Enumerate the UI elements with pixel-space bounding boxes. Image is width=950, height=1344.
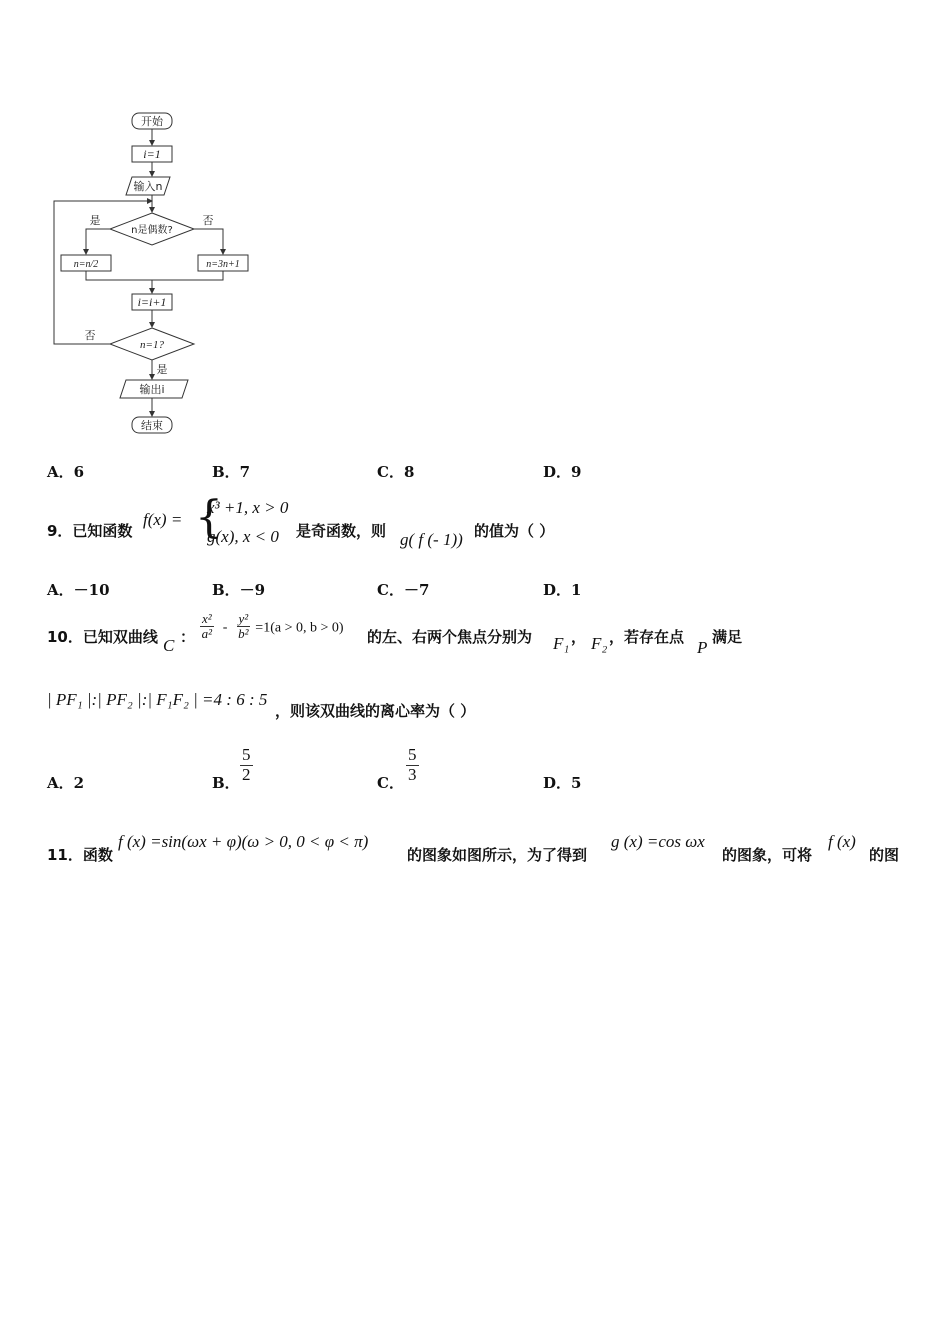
- q8-option-a: A．6: [47, 463, 85, 481]
- flowchart-no-label: 否: [202, 214, 214, 227]
- q11-f: f (x): [828, 832, 856, 851]
- q11-prefix: 11．函数: [47, 846, 113, 864]
- flowchart-odd-text: n=3n+1: [206, 259, 240, 270]
- q9-option-d: D．1: [543, 581, 582, 599]
- q10-option-a: A．2: [47, 774, 85, 792]
- q9-case2: g(x), x < 0: [207, 527, 279, 546]
- flowchart-even-text: n=n/2: [73, 259, 99, 270]
- q9-brace: {: [195, 492, 223, 543]
- q11-mid: 的图象如图所示，为了得到: [407, 846, 588, 864]
- q9-middle: 是奇函数，则: [296, 522, 387, 540]
- q10-point-p: P: [697, 638, 708, 657]
- q10-option-c-fraction: $\frac{5}{3}$: [408, 745, 417, 784]
- q9-suffix: 的值为（ ）: [474, 522, 555, 540]
- flowchart-output-text: 输出i: [139, 383, 165, 396]
- q9-func-head: f(x) =: [143, 510, 183, 529]
- flowchart-yes-label: 是: [89, 214, 101, 227]
- q10-option-b-fraction: $\frac{5}{2}$: [242, 745, 251, 784]
- flowchart-yes2-label: 是: [156, 363, 168, 376]
- q10-f1: F₁: [553, 634, 570, 653]
- q11-g: g (x) =cos ωx: [611, 832, 705, 851]
- q10-option-c-label: C．: [377, 774, 404, 792]
- q10-line2-suffix: ，则该双曲线的离心率为（ ）: [275, 702, 476, 720]
- q10-mid2: ，若存在点: [609, 628, 685, 646]
- flowchart-no2-label: 否: [84, 329, 96, 342]
- flowchart-init-text: i=1: [143, 147, 161, 161]
- q10-colon: ：: [180, 628, 196, 646]
- q10-equation: $\frac{\text{x²}}{\text{a²}}$ - $\frac{\text{y²}}{\text{b²}}$ =1(a > 0, b > 0): [201, 611, 344, 642]
- q9-option-b: B．－9: [212, 581, 266, 599]
- q11-suffix: 的图: [869, 846, 900, 864]
- q9-prefix: 9．已知函数: [47, 522, 133, 540]
- flowchart-cond1-text: n是偶数?: [131, 225, 173, 236]
- flowchart-end-text: 结束: [141, 419, 163, 432]
- q10-prefix: 10．已知双曲线: [47, 628, 158, 646]
- q9-case1: x³ +1, x > 0: [207, 498, 289, 517]
- q10-f2: F₂: [591, 634, 608, 653]
- q9-option-c: C．－7: [377, 581, 430, 599]
- flowchart: [40, 105, 270, 445]
- q10-curve-c: C: [163, 636, 175, 655]
- flowchart-cond2-text: n=1?: [140, 339, 164, 351]
- q8-option-d: D．9: [543, 463, 582, 481]
- q9-expr: g( f (- 1)): [400, 530, 463, 549]
- q10-suffix: 满足: [712, 628, 743, 646]
- flowchart-start-text: 开始: [141, 115, 163, 128]
- q9-option-a: A．－10: [47, 581, 110, 599]
- q10-option-b-label: B．: [212, 774, 240, 792]
- q8-option-c: C．8: [377, 463, 415, 481]
- q11-mid2: 的图象，可将: [722, 846, 813, 864]
- q11-func: f (x) =sin(ωx + φ)(ω > 0, 0 < φ < π): [118, 832, 369, 851]
- q10-ratio: | PF₁ |:| PF₂ |:| F₁F₂ | =4 : 6 : 5: [47, 690, 268, 709]
- q10-mid: 的左、右两个焦点分别为: [367, 628, 533, 646]
- q10-comma: ，: [571, 628, 587, 646]
- q10-option-d: D．5: [543, 774, 582, 792]
- flowchart-input-text: 输入n: [133, 180, 163, 193]
- q8-option-b: B．7: [212, 463, 251, 481]
- flowchart-increment-text: i=i+1: [137, 295, 167, 309]
